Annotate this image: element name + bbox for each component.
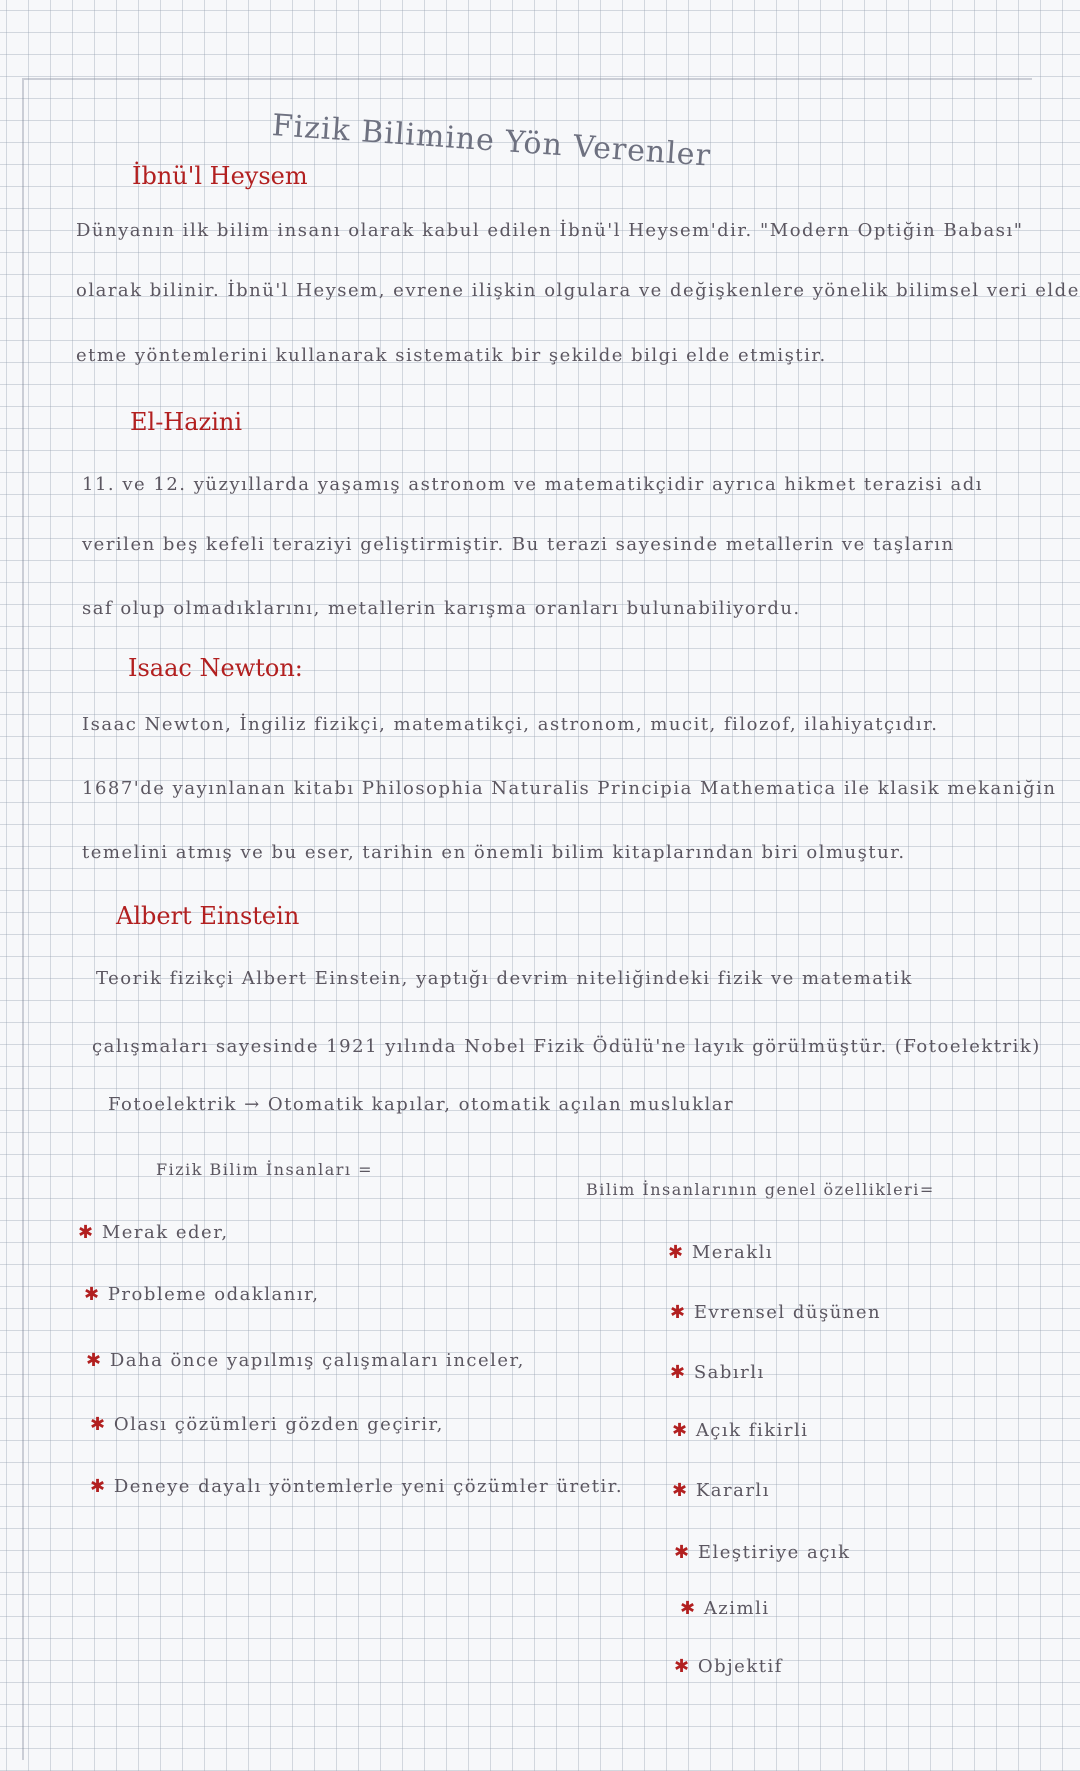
bullet-star-icon: ✱ — [670, 1302, 694, 1323]
heysem-line-3: etme yöntemlerini kullanarak sistematik bir şekilde bilgi elde etmiştir. — [76, 345, 827, 366]
bullet-star-icon: ✱ — [674, 1656, 698, 1677]
heysem-line-2: olarak bilinir. İbnü'l Heysem, evrene ilişkin olgulara ve değişkenlere yönelik bilimsel veri elde — [76, 280, 1080, 301]
newton-line-2: 1687'de yayınlanan kitabı Philosophia Naturalis Principia Mathematica ile klasik mekaniğin — [82, 778, 1057, 799]
right-list-item: ✱ Açık fikirli — [672, 1420, 809, 1441]
right-list-item: ✱ Eleştiriye açık — [674, 1542, 851, 1563]
hazini-line-3: saf olup olmadıklarını, metallerin karışma oranları bulunabiliyordu. — [82, 598, 801, 619]
heading-hazini: El-Hazini — [130, 408, 242, 436]
right-list-item: ✱ Azimli — [680, 1598, 770, 1619]
left-list-item: ✱ Daha önce yapılmış çalışmaları inceler, — [86, 1350, 525, 1371]
einstein-line-3: Fotoelektrik → Otomatik kapılar, otomatik açılan musluklar — [108, 1094, 735, 1115]
right-list-heading: Bilim İnsanlarının genel özellikleri= — [586, 1180, 935, 1199]
bullet-star-icon: ✱ — [84, 1284, 108, 1305]
bullet-star-icon: ✱ — [90, 1476, 114, 1497]
bullet-star-icon: ✱ — [670, 1362, 694, 1383]
left-list-item: ✱ Deneye dayalı yöntemlerle yeni çözümler üretir. — [90, 1476, 624, 1497]
hazini-line-1: 11. ve 12. yüzyıllarda yaşamış astronom ve matematikçidir ayrıca hikmet terazisi adı — [82, 474, 984, 495]
right-list-item: ✱ Sabırlı — [670, 1362, 765, 1383]
bullet-star-icon: ✱ — [672, 1480, 696, 1501]
right-list-item: ✱ Evrensel düşünen — [670, 1302, 882, 1323]
heading-newton: Isaac Newton: — [128, 654, 303, 682]
bullet-star-icon: ✱ — [90, 1414, 114, 1435]
left-list-heading: Fizik Bilim İnsanları = — [156, 1160, 374, 1179]
right-list-item: ✱ Meraklı — [668, 1242, 774, 1263]
bullet-star-icon: ✱ — [668, 1242, 692, 1263]
bullet-star-icon: ✱ — [680, 1598, 704, 1619]
left-list-item: ✱ Probleme odaklanır, — [84, 1284, 320, 1305]
bullet-star-icon: ✱ — [672, 1420, 696, 1441]
heading-einstein: Albert Einstein — [116, 902, 300, 930]
newton-line-1: Isaac Newton, İngiliz fizikçi, matematikçi, astronom, mucit, filozof, ilahiyatçıdır. — [82, 714, 939, 735]
einstein-line-2: çalışmaları sayesinde 1921 yılında Nobel Fizik Ödülü'ne layık görülmüştür. (Fotoelektrik) — [92, 1036, 1041, 1057]
page-title: Fizik Bilimine Yön Verenler — [270, 108, 713, 174]
bullet-star-icon: ✱ — [674, 1542, 698, 1563]
heading-heysem: İbnü'l Heysem — [132, 162, 308, 190]
hazini-line-2: verilen beş kefeli teraziyi geliştirmiştir. Bu terazi sayesinde metallerin ve taşların — [82, 534, 955, 555]
einstein-line-1: Teorik fizikçi Albert Einstein, yaptığı devrim niteliğindeki fizik ve matematik — [96, 968, 913, 989]
left-list-item: ✱ Olası çözümleri gözden geçirir, — [90, 1414, 444, 1435]
bullet-star-icon: ✱ — [86, 1350, 110, 1371]
right-list-item: ✱ Objektif — [674, 1656, 783, 1677]
newton-line-3: temelini atmış ve bu eser, tarihin en önemli bilim kitaplarından biri olmuştur. — [82, 842, 906, 863]
heysem-line-1: Dünyanın ilk bilim insanı olarak kabul edilen İbnü'l Heysem'dir. "Modern Optiğin Babası" — [76, 220, 1024, 241]
right-list-item: ✱ Kararlı — [672, 1480, 770, 1501]
left-list-item: ✱ Merak eder, — [78, 1222, 229, 1243]
bullet-star-icon: ✱ — [78, 1222, 102, 1243]
